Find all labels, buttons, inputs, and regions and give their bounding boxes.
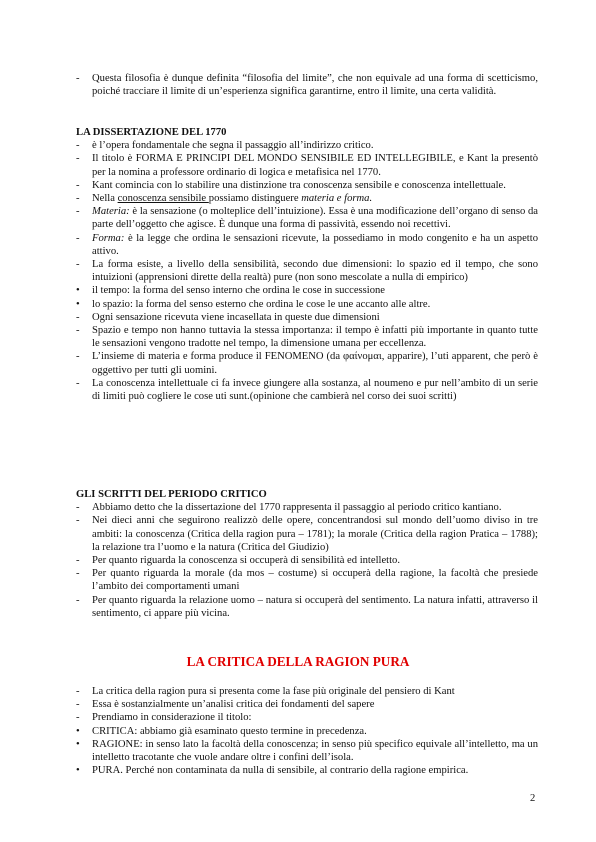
list-item-text: La conoscenza intellettuale ci fa invece giungere alla sostanza, al noumeno e pur nell’ambito di un serie di limiti può cogliere le cose uti sunt.(opinione che cambierà nel corso dei suoi scritti) — [92, 377, 538, 403]
list-marker: - — [76, 351, 80, 363]
list-item-text: Il titolo è FORMA E PRINCIPI DEL MONDO SENSIBILE ED INTELLEGIBILE, e Kant la presentò per la nomina a professore ordinario di logica e metafisica nel 1770. — [92, 153, 538, 178]
list-item-text: il tempo: la forma del senso interno che ordina le cose in successione — [92, 285, 386, 297]
list-item — [76, 72, 538, 98]
list-marker: - — [76, 568, 80, 580]
list-item-text: Prendiamo in considerazione il titolo: — [92, 712, 252, 724]
list-item — [76, 139, 538, 152]
list-item-text — [92, 232, 538, 258]
list-item-text: Nei dieci anni che seguirono realizzò delle opere, concentrandosi sul mondo dell’uomo diviso in tre ambiti: la conoscenza (Critica della ragion pura – 1781); la morale (Critica della ragion Pratica – 1788); la relazione tra l’uomo e la natura (Critica del Giudizio) — [92, 515, 538, 553]
list-item — [76, 738, 538, 764]
list-marker: - — [76, 377, 80, 389]
list-marker: - — [76, 179, 80, 191]
list-item-text: Questa filosofia è dunque definita “filosofia del limite”, che non equivale ad una forma di scetticismo, poiché tracciare il limite di un’esperienza significa garantirne, entro il limite, una certa validità. — [92, 73, 538, 98]
list-item-text — [92, 205, 538, 231]
list-item — [76, 152, 538, 178]
list-item — [76, 205, 538, 231]
list-marker: - — [76, 555, 80, 567]
list-item-text: Per quanto riguarda la conoscenza si occuperà di sensibilità ed intelletto. — [92, 555, 400, 567]
list-item — [76, 311, 538, 324]
list-item-text: Kant comincia con lo stabilire una distinzione tra conoscenza sensibile e conoscenza intellettuale. — [92, 179, 506, 191]
list-item-text: Per quanto riguarda la morale (da mos – costume) si occuperà della ragione, la facoltà che presiede l’ambito dei comportamenti umani — [92, 568, 538, 593]
underlined-text: conoscenza sensibile — [117, 193, 209, 205]
list-item — [76, 764, 538, 777]
list-item-text: Essa è sostanzialmente un’analisi critica dei fondamenti del sapere — [92, 699, 375, 711]
list-item — [76, 567, 538, 593]
list-marker: - — [76, 712, 80, 724]
list-marker: - — [76, 259, 80, 271]
section-title: LA CRITICA DELLA RAGION PURA — [186, 654, 410, 669]
list-item — [76, 284, 538, 297]
list-marker: • — [76, 738, 80, 750]
text-run: è la sensazione (o molteplice dell’intuizione). Essa è una modificazione dell’organo di senso da parte dell’oggetto che agisce. È dunque una forma di passività, essendo noi recettivi. — [92, 206, 538, 231]
list-item — [76, 377, 538, 403]
list-item — [76, 179, 538, 192]
list-item-text: PURA. Perché non contaminata da nulla di sensibile, al contrario della ragione empirica. — [92, 765, 469, 777]
text-run: Nella — [92, 193, 118, 205]
list-item — [76, 711, 538, 724]
list-item — [76, 698, 538, 711]
list-marker: - — [76, 206, 80, 218]
list-item-text: Abbiamo detto che la dissertazione del 1770 rappresenta il passaggio al periodo critico kantiano. — [92, 502, 502, 514]
list-item — [76, 725, 538, 738]
list-item — [76, 554, 538, 567]
list-item-text: La forma esiste, a livello della sensibilità, secondo due dimensioni: lo spazio ed il tempo, che sono intuizioni (apprensioni dirette della realtà) pure (non sono mescolate a nulla di empirico) — [92, 259, 538, 284]
list-marker: - — [76, 232, 80, 244]
intro-block — [76, 72, 538, 98]
list-marker: - — [76, 153, 80, 165]
list-marker: • — [76, 298, 80, 310]
list-item — [76, 192, 538, 205]
list-item — [76, 350, 538, 376]
list-marker: • — [76, 285, 80, 297]
term-label: Materia: — [92, 206, 130, 218]
list-item — [76, 514, 538, 554]
list-item-text: Ogni sensazione ricevuta viene incasellata in queste due dimensioni — [92, 311, 380, 323]
list-item-text — [92, 192, 538, 205]
list-item-text: Per quanto riguarda la relazione uomo – natura si occuperà del sentimento. La natura infatti, attraverso il sentimento, ci appare più vicina. — [92, 594, 538, 619]
list-item — [76, 594, 538, 620]
list-marker: - — [76, 311, 80, 323]
list-item — [76, 685, 538, 698]
list-item-text: L’insieme di materia e forma produce il FENOMENO (da φαίνομαι, apparire), l’uti apparent, che però è oggettivo per tutti gli uomini. — [92, 351, 538, 376]
list-marker: - — [76, 686, 80, 697]
list-item — [76, 258, 538, 284]
list-item — [76, 298, 538, 311]
text-run: possiamo distinguere — [208, 193, 302, 205]
text-run: è la legge che ordina le sensazioni ricevute, la possediamo in modo congenito e ha un aspetto attivo. — [92, 232, 538, 257]
list-marker: - — [76, 140, 80, 152]
list-marker: - — [76, 699, 80, 711]
list-marker: - — [76, 515, 80, 527]
list-item-text: CRITICA: abbiamo già esaminato questo termine in precedenza. — [92, 725, 367, 737]
list-marker: - — [76, 193, 80, 205]
page-number: 2 — [530, 793, 536, 804]
italic-text: materia e forma. — [301, 193, 373, 205]
section-dissertazione — [76, 126, 538, 403]
section-heading: LA DISSERTAZIONE DEL 1770 — [76, 127, 227, 138]
list-marker: - — [76, 325, 80, 337]
list-marker: - — [76, 594, 80, 606]
list-item-text: La critica della ragion pura si presenta come la fase più originale del pensiero di Kant — [92, 686, 455, 697]
list-item — [76, 324, 538, 350]
list-item-text: è l’opera fondamentale che segna il passaggio all’indirizzo critico. — [92, 140, 374, 152]
list-item — [76, 501, 538, 514]
section-critica-ragion-pura — [76, 685, 538, 777]
term-label: Forma: — [92, 232, 125, 244]
list-item-text: Spazio e tempo non hanno tuttavia la stessa importanza: il tempo è infatti più importante in quanto tutte le sensazioni vengono tradotte nel tempo, la dimensione umana per eccellenza. — [92, 325, 538, 350]
list-item — [76, 232, 538, 258]
list-marker: - — [76, 73, 80, 84]
list-item-text: lo spazio: la forma del senso esterno che ordina le cose le une accanto alle altre. — [92, 298, 431, 310]
section-scritti-periodo-critico — [76, 488, 538, 620]
section-heading: GLI SCRITTI DEL PERIODO CRITICO — [76, 489, 267, 500]
list-marker: - — [76, 502, 80, 514]
list-marker: • — [76, 725, 80, 737]
list-marker: • — [76, 765, 80, 777]
list-item-text: RAGIONE: in senso lato la facoltà della conoscenza; in senso più specifico equivale all’intelletto, ma un intelletto tracotante che vuole andare oltre i confini dell’isola. — [92, 738, 538, 764]
